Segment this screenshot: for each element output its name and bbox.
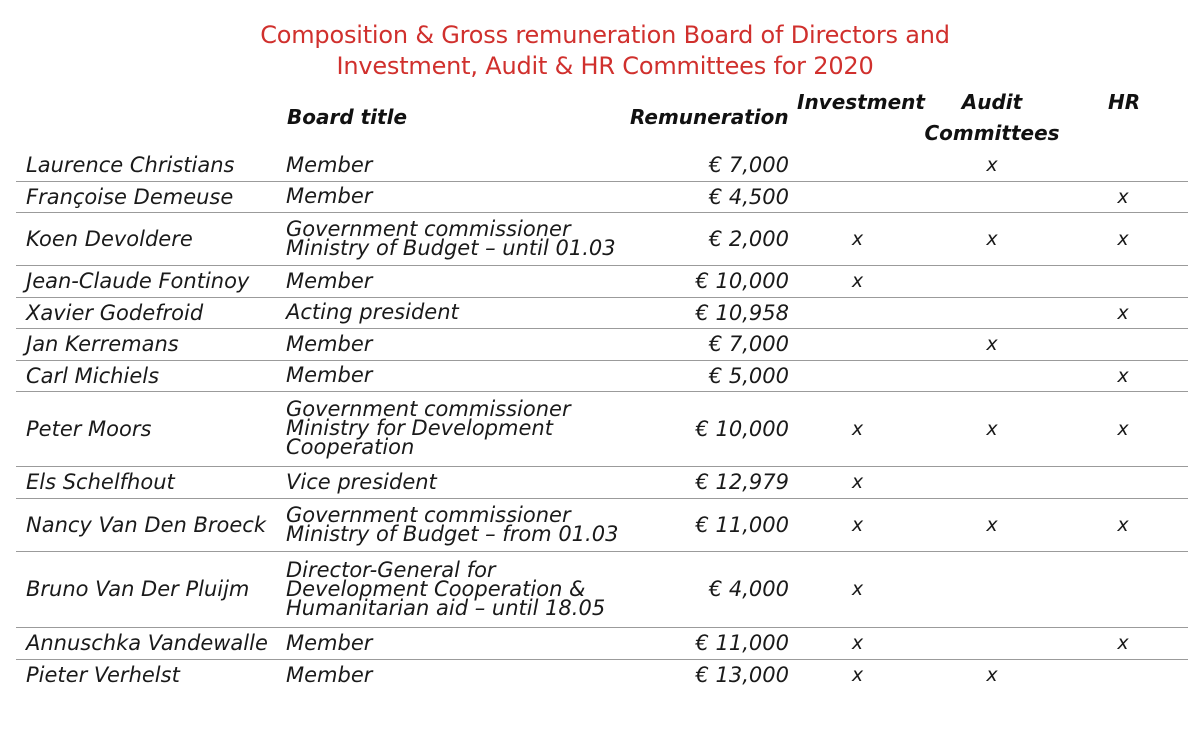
cell-remuneration: € 4,500 xyxy=(708,184,789,209)
header-audit-line-1: Audit xyxy=(961,90,1023,114)
cell-audit-mark: x xyxy=(986,227,998,250)
cell-audit-mark xyxy=(926,551,1058,627)
table-row xyxy=(16,551,1188,627)
cell-hr-mark xyxy=(1058,265,1188,297)
cell-remuneration: € 10,958 xyxy=(695,300,789,325)
cell-board-title xyxy=(286,391,616,466)
cell-audit-mark xyxy=(926,265,1058,297)
cell-hr-mark: x xyxy=(1117,301,1129,324)
cell-investment-mark: x xyxy=(851,632,864,654)
cell-investment-mark: x xyxy=(851,578,864,600)
cell-investment-mark: x xyxy=(851,513,864,536)
cell-remuneration: € 13,000 xyxy=(695,663,789,688)
cell-remuneration: € 12,979 xyxy=(695,470,789,494)
cell-investment-mark xyxy=(789,297,926,328)
board-title-line: Government commissioner xyxy=(286,397,571,421)
cell-investment-mark xyxy=(789,150,926,181)
board-title-line: Member xyxy=(286,363,373,387)
cell-name: Nancy Van Den Broeck xyxy=(26,512,267,537)
cell-board-title xyxy=(286,659,616,691)
table-row xyxy=(16,212,1188,265)
cell-remuneration: € 11,000 xyxy=(695,512,789,537)
cell-board-title xyxy=(286,466,616,498)
cell-board-title xyxy=(286,150,616,181)
cell-audit-mark xyxy=(926,181,1058,212)
cell-audit-mark: x xyxy=(986,417,998,440)
cell-remuneration: € 11,000 xyxy=(695,631,789,655)
cell-remuneration: € 10,000 xyxy=(695,269,789,293)
cell-name: Bruno Van Der Pluijm xyxy=(26,577,250,601)
cell-board-title xyxy=(286,297,616,328)
board-title-line: Director-General for xyxy=(286,557,496,582)
board-title-line: Ministry of Budget – from 01.03 xyxy=(286,521,619,546)
cell-name: Françoise Demeuse xyxy=(26,184,234,209)
cell-investment-mark: x xyxy=(851,471,864,493)
cell-board-title xyxy=(286,212,616,265)
board-title-line: Member xyxy=(286,331,373,356)
cell-remuneration: € 7,000 xyxy=(708,153,789,178)
cell-hr-mark xyxy=(1058,466,1188,498)
cell-board-title xyxy=(286,498,619,551)
cell-remuneration: € 7,000 xyxy=(708,332,789,356)
cell-investment-mark: x xyxy=(851,417,864,440)
header-audit-committees xyxy=(918,87,1066,149)
cell-audit-mark xyxy=(926,297,1058,328)
cell-hr-mark: x xyxy=(1117,632,1129,654)
cell-remuneration: € 5,000 xyxy=(708,363,789,388)
cell-name: Annuschka Vandewalle xyxy=(26,631,268,655)
cell-board-title xyxy=(286,551,616,627)
cell-hr-mark xyxy=(1058,150,1188,181)
cell-hr-mark: x xyxy=(1117,185,1129,208)
board-title-line: Member xyxy=(286,630,373,655)
header-investment: Investment xyxy=(797,90,925,114)
cell-remuneration: € 2,000 xyxy=(708,226,789,251)
cell-hr-mark: x xyxy=(1117,513,1129,536)
board-title-line: Cooperation xyxy=(286,435,415,459)
board-title-line: Member xyxy=(286,184,373,208)
cell-name: Carl Michiels xyxy=(26,363,160,388)
cell-investment-mark: x xyxy=(851,664,864,687)
board-title-line: Humanitarian aid – until 18.05 xyxy=(286,595,606,620)
cell-audit-mark: x xyxy=(986,154,998,177)
cell-hr-mark: x xyxy=(1117,364,1129,387)
table-row xyxy=(16,659,1188,691)
board-title-line: Government commissioner xyxy=(286,502,571,527)
cell-hr-mark xyxy=(1058,551,1188,627)
table-row xyxy=(16,328,1188,360)
title-line-2: Investment, Audit & HR Committees for 2020 xyxy=(336,52,874,80)
board-title-line: Member xyxy=(286,152,373,177)
board-title-line: Ministry of Budget – until 01.03 xyxy=(286,235,616,260)
table-row xyxy=(16,391,1188,466)
cell-name: Xavier Godefroid xyxy=(26,300,204,325)
cell-name: Jean-Claude Fontinoy xyxy=(26,269,250,293)
cell-hr-mark xyxy=(1058,659,1188,691)
cell-hr-mark: x xyxy=(1117,227,1129,250)
cell-audit-mark: x xyxy=(986,664,998,687)
document-title xyxy=(0,20,1200,82)
title-line-1: Composition & Gross remuneration Board of Directors and xyxy=(260,21,950,49)
cell-name: Jan Kerremans xyxy=(26,332,179,356)
header-hr: HR xyxy=(1108,90,1141,114)
cell-audit-mark: x xyxy=(986,513,998,536)
cell-board-title xyxy=(286,627,616,659)
table-row xyxy=(16,181,1188,212)
cell-name: Laurence Christians xyxy=(26,153,235,178)
cell-name: Koen Devoldere xyxy=(26,226,193,251)
cell-hr-mark xyxy=(1058,328,1188,360)
table-row xyxy=(16,150,1188,181)
cell-investment-mark xyxy=(789,360,926,391)
table-row xyxy=(16,297,1188,328)
table-row xyxy=(16,265,1188,297)
cell-investment-mark: x xyxy=(851,227,864,250)
cell-name: Pieter Verhelst xyxy=(26,663,180,688)
cell-audit-mark: x xyxy=(986,333,998,355)
cell-board-title xyxy=(286,265,616,297)
table-row xyxy=(16,627,1188,659)
board-title-line: Member xyxy=(286,662,373,687)
cell-board-title xyxy=(286,360,616,391)
cell-remuneration: € 4,000 xyxy=(708,577,789,601)
board-title-line: Vice president xyxy=(286,469,437,494)
cell-audit-mark xyxy=(926,627,1058,659)
cell-investment-mark xyxy=(789,181,926,212)
header-board-title: Board title xyxy=(287,105,408,129)
table-row xyxy=(16,498,1188,551)
cell-board-title xyxy=(286,328,616,360)
remuneration-table xyxy=(16,150,1188,691)
board-title-line: Acting president xyxy=(286,300,459,324)
table-row xyxy=(16,466,1188,498)
cell-hr-mark: x xyxy=(1117,417,1129,440)
board-title-line: Government commissioner xyxy=(286,216,571,241)
board-title-line: Development Cooperation & xyxy=(286,576,586,601)
board-title-line: Ministry for Development xyxy=(286,416,553,440)
table-row xyxy=(16,360,1188,391)
cell-audit-mark xyxy=(926,466,1058,498)
cell-remuneration: € 10,000 xyxy=(695,416,789,441)
header-audit-line-2: Committees xyxy=(924,121,1060,145)
board-title-line: Member xyxy=(286,268,373,293)
table-body xyxy=(16,150,1188,691)
cell-name: Peter Moors xyxy=(26,416,152,441)
header-remuneration: Remuneration xyxy=(630,105,789,129)
cell-name: Els Schelfhout xyxy=(26,470,175,494)
cell-investment-mark: x xyxy=(851,270,864,292)
cell-audit-mark xyxy=(926,360,1058,391)
cell-investment-mark xyxy=(789,328,926,360)
cell-board-title xyxy=(286,181,616,212)
